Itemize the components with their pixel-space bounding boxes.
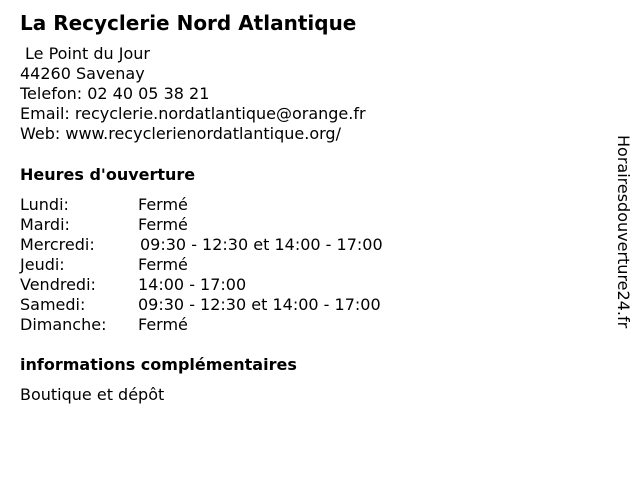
web-line: Web: www.recyclerienordatlantique.org/ — [20, 124, 341, 143]
day-hours: Fermé — [138, 255, 188, 274]
hours-title: Heures d'ouverture — [20, 165, 196, 184]
day-label: Jeudi: — [20, 255, 65, 274]
day-label: Lundi: — [20, 195, 69, 214]
day-label: Samedi: — [20, 295, 86, 314]
day-label: Vendredi: — [20, 275, 96, 294]
day-label: Dimanche: — [20, 315, 107, 334]
day-hours: Fermé — [138, 195, 188, 214]
email-line: Email: recyclerie.nordatlantique@orange.fr — [20, 104, 366, 123]
day-label: Mercredi: — [20, 235, 95, 254]
business-address — [20, 44, 366, 144]
day-hours: Fermé — [138, 215, 188, 234]
business-name: La Recyclerie Nord Atlantique — [20, 11, 357, 35]
site-watermark: Horairesdouverture24.fr — [614, 135, 633, 329]
phone-line: Telefon: 02 40 05 38 21 — [20, 84, 210, 103]
info-title: informations complémentaires — [20, 355, 297, 374]
city-line: 44260 Savenay — [20, 64, 145, 83]
day-label: Mardi: — [20, 215, 70, 234]
info-text: Boutique et dépôt — [20, 385, 165, 404]
day-hours: Fermé — [138, 315, 188, 334]
day-hours: 14:00 - 17:00 — [138, 275, 247, 294]
day-hours: 09:30 - 12:30 et 14:00 - 17:00 — [138, 295, 381, 314]
day-hours: 09:30 - 12:30 et 14:00 - 17:00 — [140, 235, 383, 254]
street-line: Le Point du Jour — [25, 44, 150, 63]
